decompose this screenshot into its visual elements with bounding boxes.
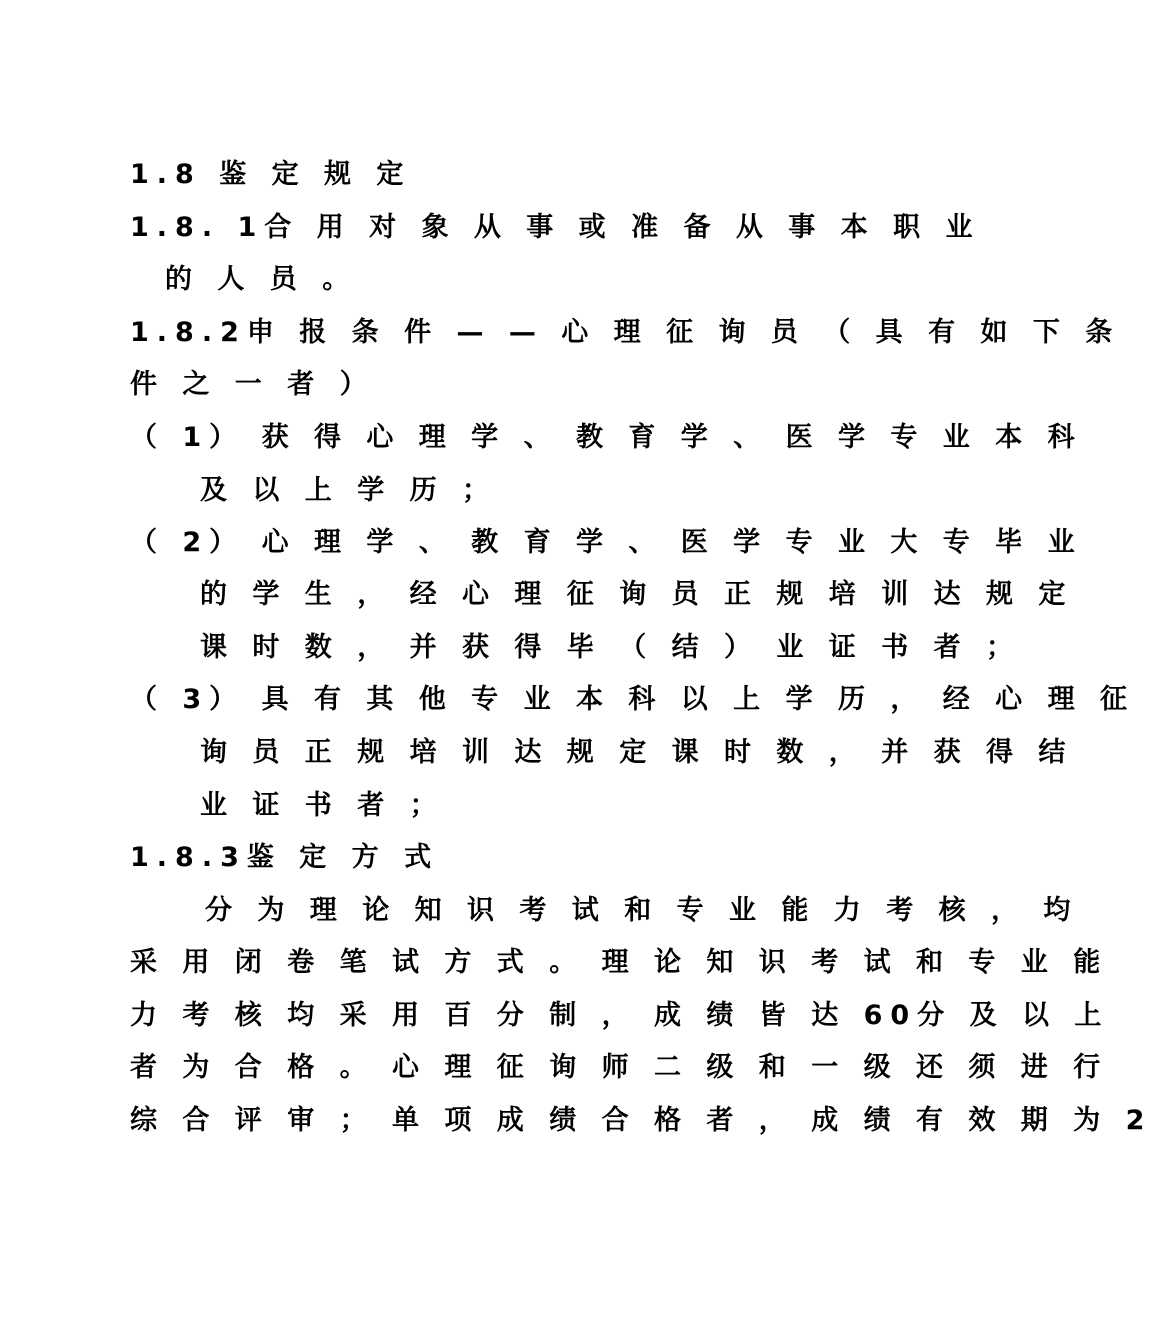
paragraph-line-5: 综 合 评 审 ； 单 项 成 绩 合 格 者 ， 成 绩 有 效 期 为 2 <box>130 1105 1152 1136</box>
condition-1-continued: 及 以 上 学 历 ； <box>200 475 497 506</box>
condition-2-line-2: 的 学 生 ， 经 心 理 征 询 员 正 规 培 训 达 规 定 <box>200 579 1074 610</box>
clause-1-8-1: 1.8. 1合 用 对 象 从 事 或 准 备 从 事 本 职 业 <box>130 212 981 243</box>
clause-1-8-2: 1.8.2申 报 条 件 — — 心 理 征 询 员 （ 具 有 如 下 条 <box>130 317 1121 348</box>
condition-2: （ 2） 心 理 学 、 教 育 学 、 医 学 专 业 大 专 毕 业 <box>130 527 1083 558</box>
paragraph-line-2: 采 用 闭 卷 笔 试 方 式 。 理 论 知 识 考 试 和 专 业 能 <box>130 947 1109 978</box>
clause-1-8-1-continued: 的 人 员 。 <box>165 264 358 295</box>
clause-1-8-2-continued: 件 之 一 者 ） <box>130 369 375 400</box>
paragraph-line-3: 力 考 核 均 采 用 百 分 制 ， 成 绩 皆 达 60分 及 以 上 <box>130 1000 1110 1031</box>
condition-3-line-3: 业 证 书 者 ； <box>200 790 445 821</box>
paragraph-line-4: 者 为 合 格 。 心 理 征 询 师 二 级 和 一 级 还 须 进 行 <box>130 1052 1109 1083</box>
section-heading-1-8: 1.8 鉴 定 规 定 <box>130 159 412 190</box>
clause-1-8-3: 1.8.3鉴 定 方 式 <box>130 842 440 873</box>
condition-3-line-2: 询 员 正 规 培 训 达 规 定 课 时 数 ， 并 获 得 结 <box>200 737 1074 768</box>
condition-1: （ 1） 获 得 心 理 学 、 教 育 学 、 医 学 专 业 本 科 <box>130 422 1083 453</box>
condition-3: （ 3） 具 有 其 他 专 业 本 科 以 上 学 历 ， 经 心 理 征 <box>130 684 1135 715</box>
condition-2-line-3: 课 时 数 ， 并 获 得 毕 （ 结 ） 业 证 书 者 ； <box>200 632 1021 663</box>
paragraph-line-1: 分 为 理 论 知 识 考 试 和 专 业 能 力 考 核 ， 均 <box>205 895 1079 926</box>
